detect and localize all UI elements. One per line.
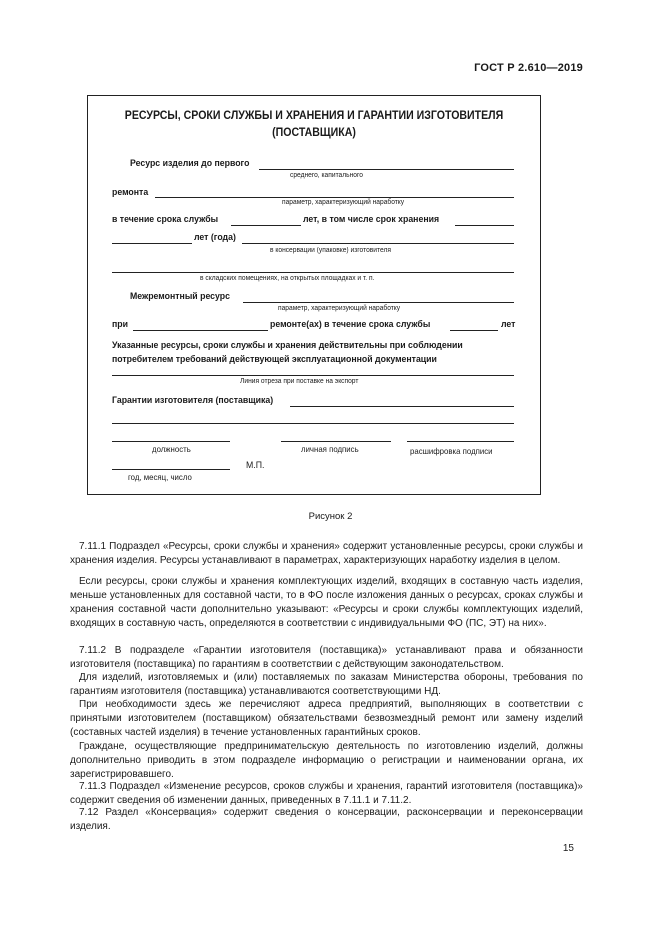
interrepair-line <box>243 302 514 303</box>
form-title-line1: РЕСУРСЫ, СРОКИ СЛУЖБЫ И ХРАНЕНИЯ И ГАРАНТИИ ИЗГОТОВИТЕЛЯ <box>124 110 504 122</box>
page-number: 15 <box>562 843 574 854</box>
hint-parameter: параметр, характеризующий наработку <box>282 199 405 206</box>
paragraph-7-11-2: 7.11.2 В подразделе «Гарантии изготовителя (поставщика)» устанавливают права и обязанности изготовителя (поставщика) по гарантиям в соответствии с действующим законодательством. <box>70 645 583 670</box>
service-life-line <box>231 225 301 226</box>
hint-storage-place: в складских помещениях, на открытых площадках и т. п. <box>200 275 375 282</box>
repair-label: ремонта <box>112 187 149 198</box>
repairs-label: ремонте(ах) в течение срока службы <box>270 319 431 330</box>
years-short-label: лет <box>501 319 516 330</box>
conservation-line <box>242 243 514 244</box>
hint-parameter-2: параметр, характеризующий наработку <box>278 305 401 312</box>
document-code: ГОСТ Р 2.610—2019 <box>474 62 583 74</box>
stamp-label: М.П. <box>246 460 265 471</box>
paragraph-7-12: 7.12 Раздел «Консервация» содержит сведения о консервации, расконсервации и переконсервации изделия. <box>70 807 583 832</box>
date-label: год, месяц, число <box>128 472 192 482</box>
paragraph-7-11-1: 7.11.1 Подраздел «Ресурсы, сроки службы и хранения» содержит установленные ресурсы, сроки службы и хранения изделия. Ресурсы устанавливают в параметрах, характеризующих наработку изделия в целом. <box>70 541 583 566</box>
paragraph-addresses: При необходимости здесь же перечисляют адреса предприятий, выполняющих в соответствии с принятыми изготовителем (поставщиком) обязательствами безвозмездный ремонт или замену изделий (составных частей изделия) в течение установленных гарантийных сроков. <box>70 699 583 738</box>
years-line <box>112 243 192 244</box>
repair-line <box>155 197 514 198</box>
interrepair-label: Межремонтный ресурс <box>130 291 230 302</box>
figure-caption: Рисунок 2 <box>308 511 353 522</box>
signature-decoding-label: расшифровка подписи <box>410 446 493 456</box>
form-title-line2: (ПОСТАВЩИКА) <box>272 127 356 139</box>
paragraph-7-11-3: 7.11.3 Подраздел «Изменение ресурсов, сроков службы и хранения, гарантий изготовителя (поставщика)» содержит сведения об изменении данных, приведенных в 7.11.1 и 7.11.2. <box>70 781 583 806</box>
personal-signature-line <box>281 441 391 442</box>
repairs-count-line <box>133 330 268 331</box>
hint-repair-type: среднего, капитального <box>290 172 363 179</box>
position-label: должность <box>152 444 191 454</box>
resource-label: Ресурс изделия до первого <box>130 158 250 169</box>
cut-line <box>112 375 514 376</box>
personal-signature-label: личная подпись <box>301 444 359 454</box>
storage-period-label: лет, в том числе срок хранения <box>303 214 440 225</box>
position-line <box>112 441 230 442</box>
repairs-years-line <box>450 330 498 331</box>
service-life-label: в течение срока службы <box>112 214 219 225</box>
warranty-label: Гарантии изготовителя (поставщика) <box>112 395 274 406</box>
paragraph-components: Если ресурсы, сроки службы и хранения комплектующих изделий, входящих в составную часть изделия, меньше установленных для составной части, то в ФО после изложения данных о ресурсах, сроках службы и хранения составной части дополнительно указывают: «Ресурсы и сроки службы комплектующих изделий, входящих в составную часть, определяются в соответствии с индивидуальными ФО (ПС, ЭТ) на них». <box>70 576 583 629</box>
signature-decoding-line <box>407 441 514 442</box>
hint-conservation: в консервации (упаковке) изготовителя <box>270 247 391 254</box>
validity-line2: потребителем требований действующей эксплуатационной документации <box>112 354 437 365</box>
warranty-line-1 <box>290 406 514 407</box>
paragraph-citizens: Граждане, осуществляющие предпринимательскую деятельность по изготовлению изделий, должны дополнительно приводить в этом подразделе информацию о регистрации и наименовании органа, их зарегистрировавшего. <box>70 741 583 780</box>
storage-place-line <box>112 272 514 273</box>
years-label: лет (года) <box>194 232 236 243</box>
paragraph-defense: Для изделий, изготовляемых и (или) поставляемых по заказам Министерства обороны, требования по гарантиям изготовителя (поставщика) устанавливаются соответствующими НД. <box>70 672 583 697</box>
at-label: при <box>112 319 128 330</box>
storage-period-line <box>455 225 514 226</box>
date-line <box>112 469 230 470</box>
validity-line1: Указанные ресурсы, сроки службы и хранения действительны при соблюдении <box>112 340 463 351</box>
resource-line <box>259 169 514 170</box>
warranty-line-2 <box>112 423 514 424</box>
cut-line-label: Линия отреза при поставке на экспорт <box>240 378 359 385</box>
